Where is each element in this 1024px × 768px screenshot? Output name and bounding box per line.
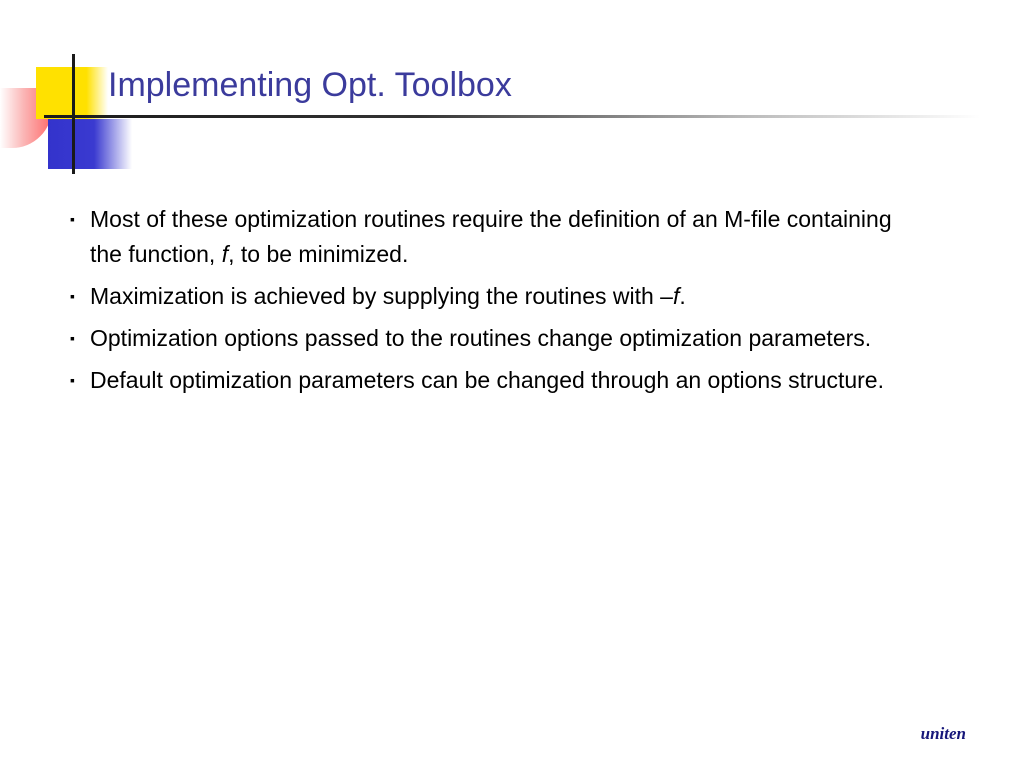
bullet-italic-symbol: f xyxy=(672,283,680,309)
bullet-marker-icon: ▪ xyxy=(70,330,75,346)
bullet-marker-icon: ▪ xyxy=(70,211,75,227)
decorative-vertical-line xyxy=(72,54,75,174)
bullet-text xyxy=(90,202,920,272)
uniten-logo: uniten xyxy=(920,724,966,743)
bullet-item-2 xyxy=(70,279,920,314)
bullet-text-part: . xyxy=(679,283,686,309)
bullet-item-4 xyxy=(70,363,920,398)
bullet-italic-symbol: f xyxy=(221,241,229,267)
bullet-text: Optimization options passed to the routines change optimization parameters. xyxy=(90,325,872,351)
bullet-text: Default optimization parameters can be changed through an options structure. xyxy=(90,367,884,393)
bullet-text-part: , to be minimized. xyxy=(228,241,409,267)
bullet-text-part: Most of these optimization routines require the definition of an M-file containing the function, xyxy=(90,206,892,267)
bullet-item-3 xyxy=(70,321,920,356)
decorative-title-underline xyxy=(44,115,980,118)
bullet-text xyxy=(90,279,920,314)
bullet-marker-icon: ▪ xyxy=(70,372,75,388)
slide-title: Implementing Opt. Toolbox xyxy=(108,66,512,104)
bullet-list xyxy=(70,202,920,405)
bullet-text-part: Maximization is achieved by supplying the routines with – xyxy=(90,283,673,309)
decorative-blue-block xyxy=(48,119,132,169)
bullet-marker-icon: ▪ xyxy=(70,288,75,304)
bullet-item-1 xyxy=(70,202,920,272)
